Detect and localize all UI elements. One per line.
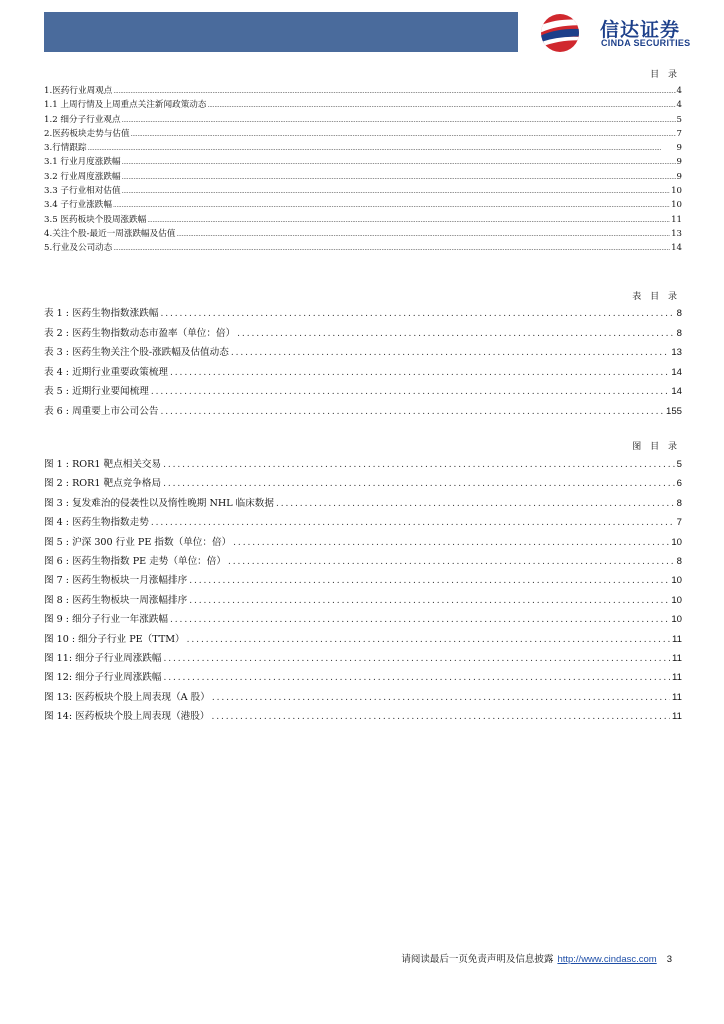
entry-label: 2.医药板块走势与估值 (44, 128, 130, 139)
entry-page-number: 8 (676, 308, 682, 319)
entry-label: 1.1 上周行情及上周重点关注新闻政策动态 (44, 100, 207, 111)
toc-entry[interactable] (44, 155, 682, 169)
dot-leader (276, 499, 675, 509)
entry-page-number: 9 (676, 157, 682, 168)
figures-entry[interactable] (44, 592, 682, 611)
dot-leader (163, 654, 670, 664)
entry-page-number: 8 (676, 497, 682, 509)
figures-entry[interactable] (44, 708, 682, 727)
entry-label: 表 1 : 医药生物指数涨跌幅 (44, 308, 159, 319)
entry-label: 图 3 : 复发难治的侵袭性以及惰性晚期 NHL 临床数据 (44, 497, 274, 509)
entry-label: 图 1 : ROR1 靶点相关交易 (44, 459, 162, 470)
dot-leader (122, 188, 671, 195)
figures-title: 图 目 录 (632, 442, 680, 452)
logo-english-name: CINDA SECURITIES (601, 38, 691, 48)
entry-page-number: 7 (676, 517, 682, 529)
toc-entry[interactable] (44, 84, 682, 98)
entry-label: 图 12: 细分子行业周涨跌幅 (44, 672, 162, 684)
entry-page-number: 11 (672, 633, 682, 645)
dot-leader (122, 159, 676, 166)
toc-entry[interactable] (44, 184, 682, 198)
footer (401, 951, 672, 965)
entry-page-number: 11 (672, 652, 682, 664)
toc-entry[interactable] (44, 213, 682, 227)
entry-page-number: 10 (671, 536, 682, 548)
entry-page-number: 13 (671, 228, 682, 239)
header-bar (44, 12, 518, 52)
tables-entry[interactable] (44, 383, 682, 403)
figures-entry[interactable] (44, 553, 682, 572)
entry-label: 图 5 : 沪深 300 行业 PE 指数（单位：倍） (44, 536, 232, 548)
entry-label: 图 9 : 细分子行业一年涨跌幅 (44, 614, 169, 626)
entry-label: 4.关注个股-最近一周涨跌幅及估值 (44, 228, 176, 239)
toc-entry[interactable] (44, 227, 682, 241)
dot-leader (231, 348, 670, 358)
footer-link[interactable]: http://www.cindasc.com (557, 954, 657, 965)
tables-title: 表 目 录 (632, 292, 680, 302)
entry-page-number: 11 (672, 711, 682, 723)
figures-entry[interactable] (44, 669, 682, 688)
dot-leader (170, 368, 669, 378)
figures-list (44, 456, 682, 727)
entry-page-number: 7 (676, 128, 682, 139)
figures-entry[interactable] (44, 572, 682, 591)
dot-leader (189, 576, 669, 586)
entry-label: 表 6 : 周重要上市公司公告 (44, 405, 159, 417)
entry-label: 3.3 子行业相对估值 (44, 186, 121, 197)
entry-label: 图 14: 医药板块个股上周表现（港股） (44, 711, 210, 723)
dot-leader (160, 407, 664, 417)
entry-label: 表 4 : 近期行业重要政策梳理 (44, 366, 169, 378)
dot-leader (176, 231, 670, 238)
dot-leader (163, 673, 670, 683)
dot-leader (151, 387, 669, 397)
entry-page-number: 14 (671, 366, 682, 378)
dot-leader (160, 309, 674, 319)
entry-label: 图 6 : 医药生物指数 PE 走势（单位：倍） (44, 555, 226, 567)
entry-page-number: 4 (676, 100, 682, 111)
entry-label: 表 5 : 近期行业要闻梳理 (44, 386, 149, 397)
dot-leader (170, 615, 669, 625)
entry-page-number: 14 (671, 386, 682, 397)
dot-leader (147, 217, 670, 224)
entry-page-number: 9 (676, 171, 682, 182)
tables-list (44, 305, 682, 422)
entry-label: 1.医药行业周观点 (44, 86, 113, 96)
logo-chinese-name: 信达证券 (600, 19, 681, 41)
entry-label: 图 7 : 医药生物板块一月涨幅排序 (44, 575, 188, 587)
entry-label: 3.行情跟踪 (44, 143, 87, 154)
figures-entry[interactable] (44, 650, 682, 669)
entry-label: 1.2 细分子行业观点 (44, 114, 121, 125)
dot-leader (208, 102, 676, 109)
entry-page-number: 8 (676, 327, 682, 339)
dot-leader (163, 479, 675, 489)
figures-entry[interactable] (44, 631, 682, 650)
entry-page-number: 11 (672, 672, 682, 684)
figures-entry[interactable] (44, 689, 682, 708)
entry-page-number: 11 (672, 691, 682, 703)
entry-label: 3.1 行业月度涨跌幅 (44, 157, 121, 168)
entry-page-number: 10 (671, 594, 682, 606)
dot-leader (163, 460, 675, 470)
entry-label: 图 13: 医药板块个股上周表现（A 股） (44, 691, 210, 703)
dot-leader (228, 557, 675, 567)
toc-entry[interactable] (44, 141, 682, 155)
entry-label: 表 3 : 医药生物关注个股-涨跌幅及估值动态 (44, 347, 229, 358)
toc-list (44, 84, 682, 256)
page-number: 3 (666, 954, 672, 965)
dot-leader (237, 329, 674, 339)
dot-leader (151, 518, 675, 528)
dot-leader (187, 635, 670, 645)
entry-page-number: 4 (676, 86, 682, 96)
cinda-globe-icon (530, 13, 594, 53)
entry-page-number: 5 (676, 114, 682, 125)
entry-page-number: 155 (665, 405, 682, 417)
entry-page-number: 11 (671, 214, 682, 225)
dot-leader (88, 145, 676, 152)
dot-leader (122, 174, 676, 181)
dot-leader (113, 202, 670, 209)
dot-leader (189, 596, 669, 606)
entry-page-number: 9 (676, 143, 682, 154)
tables-entry[interactable] (44, 325, 682, 345)
dot-leader (113, 88, 675, 95)
entry-label: 图 10 : 细分子行业 PE（TTM） (44, 633, 185, 645)
toc-entry[interactable] (44, 127, 682, 141)
figures-entry[interactable] (44, 475, 682, 494)
entry-label: 3.2 行业周度涨跌幅 (44, 171, 121, 182)
figures-entry[interactable] (44, 495, 682, 514)
figures-entry[interactable] (44, 456, 682, 475)
entry-label: 图 4 : 医药生物指数走势 (44, 517, 149, 529)
entry-label: 图 11: 细分子行业周涨跌幅 (44, 652, 162, 664)
dot-leader (113, 245, 670, 252)
tables-entry[interactable] (44, 305, 682, 325)
tables-entry[interactable] (44, 403, 682, 423)
dot-leader (211, 712, 670, 722)
cinda-logo (530, 13, 710, 53)
toc-entry[interactable] (44, 113, 682, 127)
figures-entry[interactable] (44, 514, 682, 533)
toc-title: 目 录 (650, 70, 680, 80)
entry-page-number: 10 (671, 575, 682, 587)
entry-page-number: 10 (671, 200, 682, 211)
toc-entry[interactable] (44, 241, 682, 255)
figures-entry[interactable] (44, 534, 682, 553)
entry-label: 3.5 医药板块个股周涨跌幅 (44, 214, 147, 225)
entry-label: 5.行业及公司动态 (44, 243, 113, 254)
entry-page-number: 5 (676, 459, 682, 470)
entry-page-number: 10 (671, 614, 682, 626)
entry-label: 图 2 : ROR1 靶点竞争格局 (44, 478, 162, 490)
figures-entry[interactable] (44, 611, 682, 630)
dot-leader (131, 131, 676, 138)
entry-label: 图 8 : 医药生物板块一周涨幅排序 (44, 594, 188, 606)
dot-leader (212, 693, 670, 703)
footer-disclaimer: 请阅读最后一页免责声明及信息披露 (401, 954, 554, 965)
dot-leader (233, 538, 669, 548)
dot-leader (122, 117, 676, 124)
entry-label: 表 2 : 医药生物指数动态市盈率（单位：倍） (44, 327, 236, 339)
toc-entry[interactable] (44, 98, 682, 112)
toc-entry[interactable] (44, 198, 682, 212)
tables-entry[interactable] (44, 344, 682, 364)
entry-page-number: 8 (676, 555, 682, 567)
entry-page-number: 10 (671, 186, 682, 197)
entry-page-number: 6 (676, 478, 682, 490)
toc-entry[interactable] (44, 170, 682, 184)
entry-label: 3.4 子行业涨跌幅 (44, 200, 112, 211)
entry-page-number: 13 (671, 347, 682, 358)
entry-page-number: 14 (671, 243, 682, 254)
tables-entry[interactable] (44, 364, 682, 384)
